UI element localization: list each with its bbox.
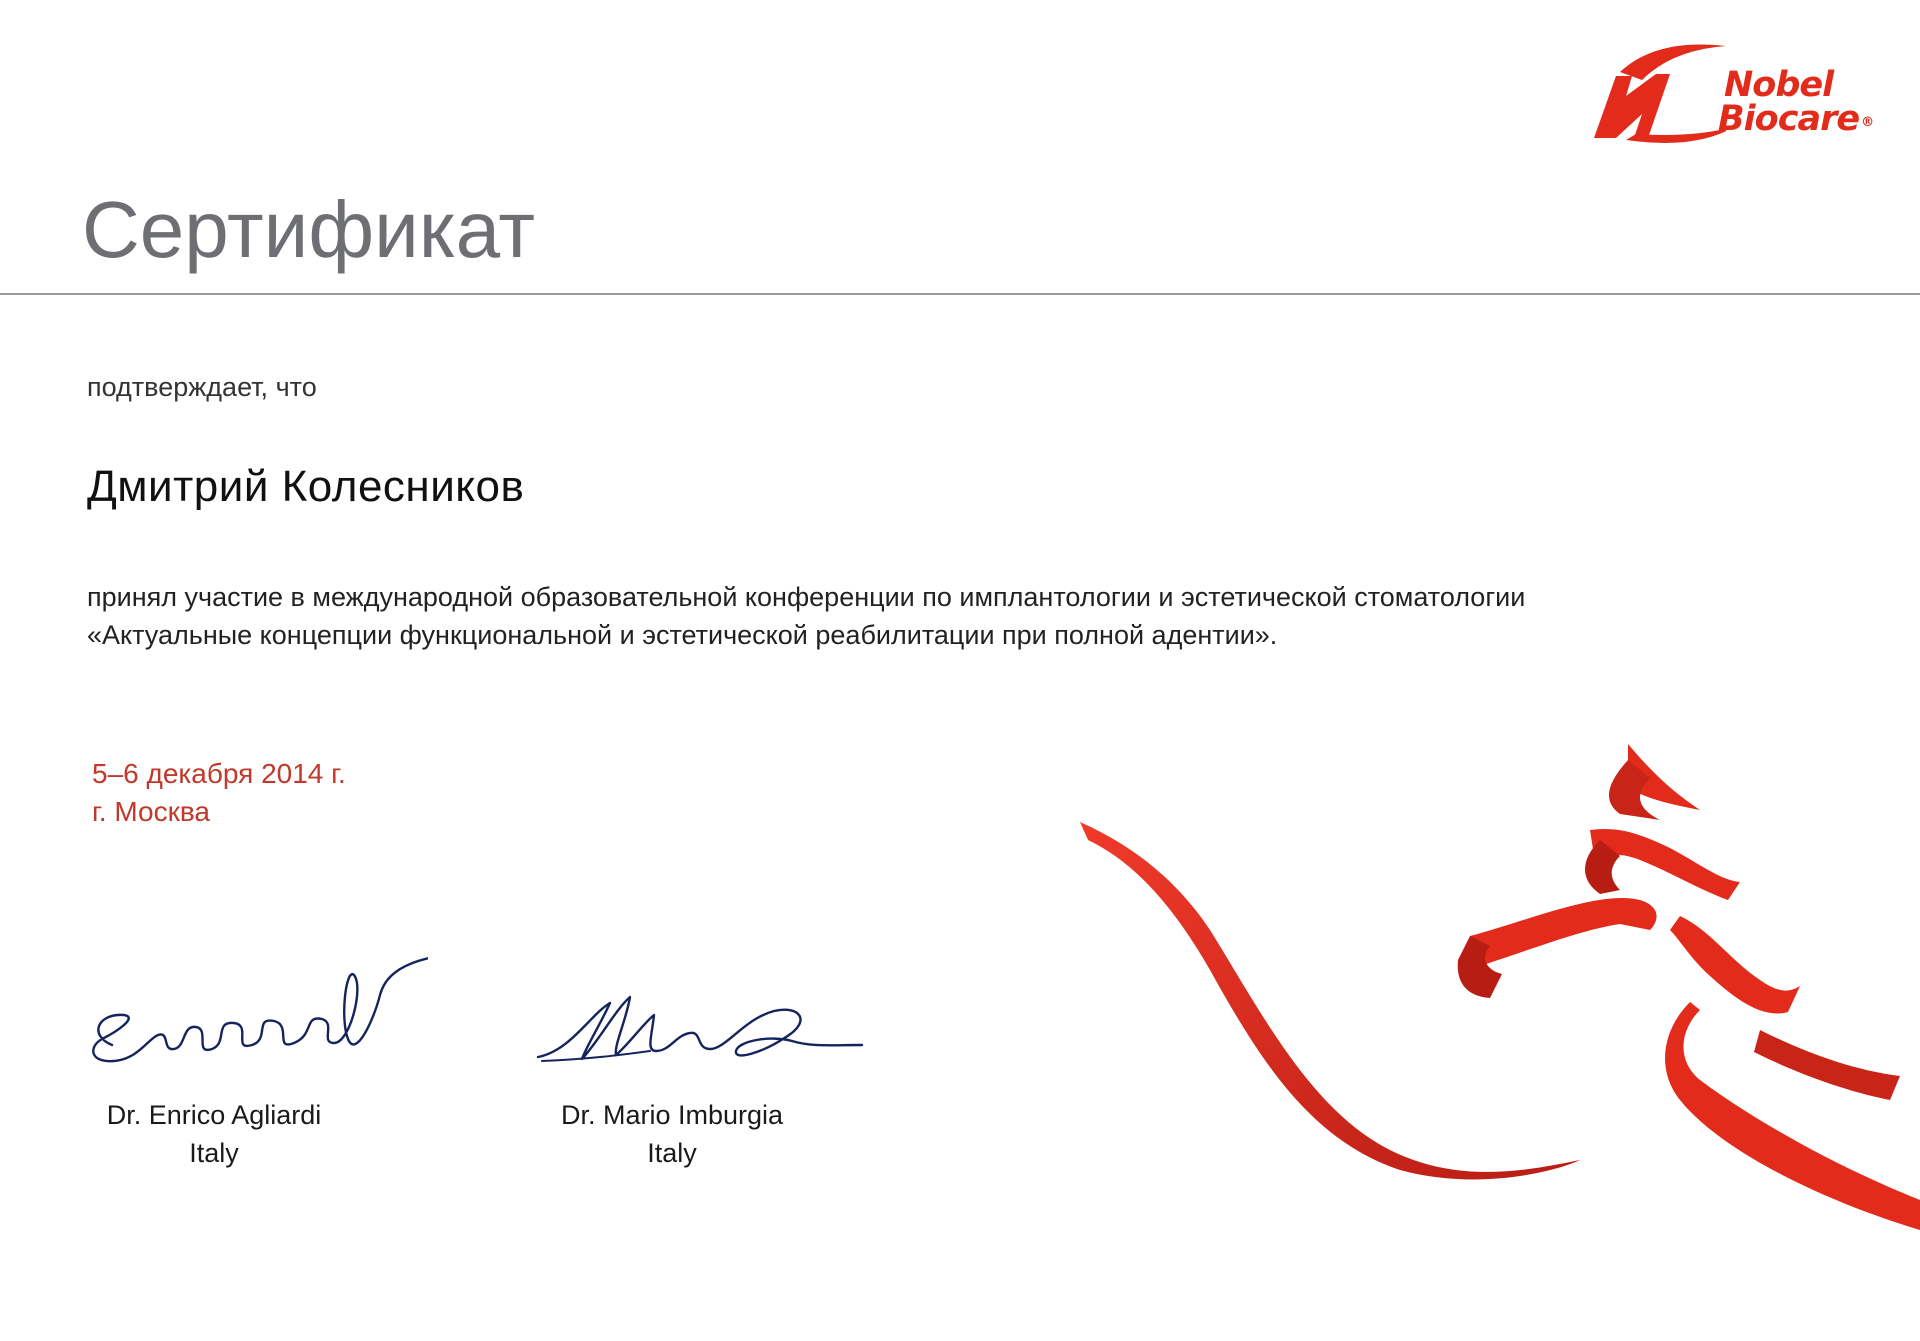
ribbon-tree-decoration — [1060, 730, 1920, 1275]
handwritten-signature-icon — [530, 985, 870, 1085]
logo-wordmark — [1718, 65, 1874, 139]
nobel-biocare-logo — [1586, 38, 1886, 148]
signatory-2-name: Dr. Mario Imburgia — [560, 1100, 784, 1130]
signatory-1 — [78, 1096, 350, 1172]
description — [87, 578, 1887, 654]
nobel-biocare-emblem-icon — [1586, 38, 1726, 148]
handwritten-signature-icon — [78, 935, 428, 1095]
title-divider — [0, 293, 1920, 295]
signatory-1-country: Italy — [189, 1138, 239, 1168]
certificate-title: Сертификат — [82, 185, 535, 274]
signature-2-image — [530, 985, 870, 1085]
signatory-2 — [530, 1096, 814, 1172]
event-info — [92, 755, 346, 831]
description-line-1: принял участие в международной образовательной конференции по имплантологии и эстетической стоматологии — [87, 582, 1526, 612]
signatory-1-name: Dr. Enrico Agliardi — [106, 1100, 322, 1130]
event-dates: 5–6 декабря 2014 г. — [92, 758, 346, 789]
signature-1-image — [78, 935, 428, 1095]
registered-mark: ® — [1861, 115, 1874, 130]
intro-text: подтверждает, что — [87, 372, 317, 402]
signatory-2-country: Italy — [647, 1138, 697, 1168]
logo-line-2-text: Biocare — [1718, 99, 1860, 139]
description-line-2: «Актуальные концепции функциональной и эстетической реабилитации при полной адентии». — [87, 620, 1278, 650]
red-ribbon-christmas-tree-icon — [1060, 730, 1920, 1270]
logo-line-1: Nobel — [1724, 65, 1834, 105]
event-city: г. Москва — [92, 796, 210, 827]
recipient-name: Дмитрий Колесников — [87, 462, 525, 511]
logo-line-2 — [1718, 99, 1874, 139]
